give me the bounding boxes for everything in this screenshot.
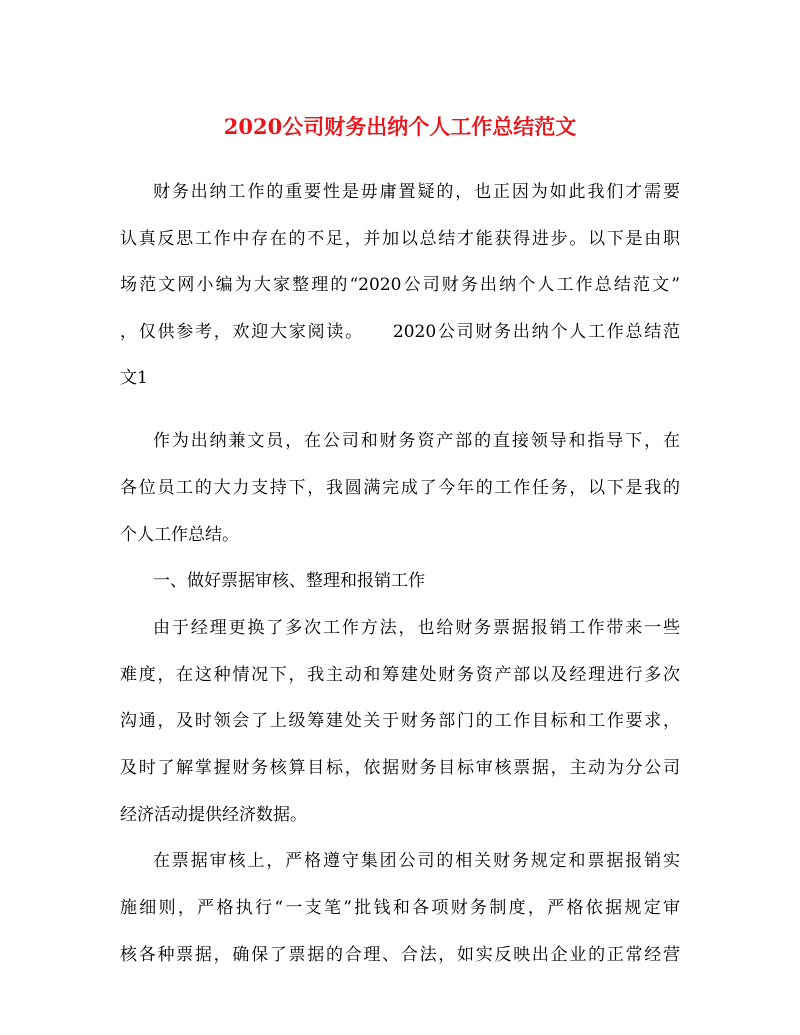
intro-line: 场范文网小编为大家整理的“2020公司财务出纳个人工作总结范文” bbox=[120, 275, 680, 295]
intro-line: 文1 bbox=[120, 368, 148, 388]
paragraph-line: 及时了解掌握财务核算目标，依据财务目标审核票据，主动为分公司 bbox=[120, 758, 680, 778]
paragraph-line: 由于经理更换了多次工作方法，也给财务票据报销工作带来一些 bbox=[153, 618, 680, 638]
paragraph-line: 沟通，及时领会了上级筹建处关于财务部门的工作目标和工作要求， bbox=[120, 711, 680, 731]
paragraph-line: 在票据审核上，严格遵守集团公司的相关财务规定和票据报销实 bbox=[153, 851, 680, 871]
paragraph-line: 核各种票据，确保了票据的合理、合法，如实反映出企业的正常经营 bbox=[120, 945, 680, 965]
intro-line: ，仅供参考，欢迎大家阅读。 2020公司财务出纳个人工作总结范 bbox=[120, 322, 680, 342]
intro-line: 财务出纳工作的重要性是毋庸置疑的，也正因为如此我们才需要 bbox=[153, 182, 680, 202]
paragraph-line: 各位员工的大力支持下，我圆满完成了今年的工作任务，以下是我的 bbox=[120, 478, 680, 498]
paragraph-line: 个人工作总结。 bbox=[120, 525, 239, 545]
intro-line: 认真反思工作中存在的不足，并加以总结才能获得进步。以下是由职 bbox=[120, 229, 680, 249]
paragraph-line: 施细则，严格执行“一支笔”批钱和各项财务制度，严格依据规定审 bbox=[120, 898, 680, 918]
document-title: 2020公司财务出纳个人工作总结范文 bbox=[223, 114, 577, 139]
section-heading: 一、做好票据审核、整理和报销工作 bbox=[153, 571, 425, 591]
paragraph-line: 经济活动提供经济数据。 bbox=[120, 805, 307, 825]
paragraph-line: 作为出纳兼文员，在公司和财务资产部的直接领导和指导下，在 bbox=[153, 431, 680, 451]
paragraph-line: 难度，在这种情况下，我主动和筹建处财务资产部以及经理进行多次 bbox=[120, 665, 680, 685]
